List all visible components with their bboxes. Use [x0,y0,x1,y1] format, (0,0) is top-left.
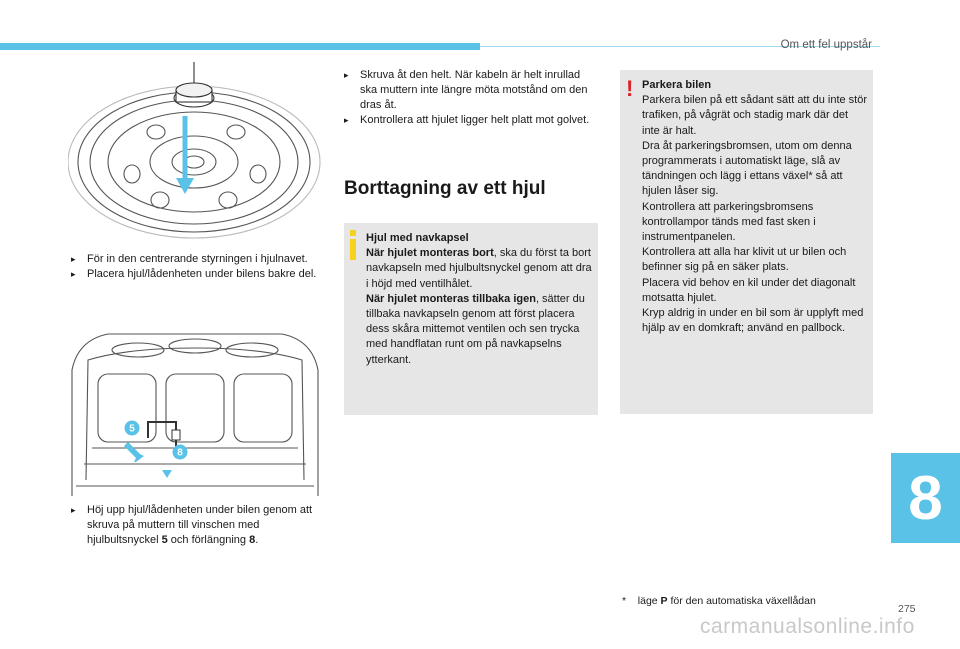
section-title: Borttagning av ett hjul [344,178,546,199]
trunk-illustration [68,330,322,498]
bullet-marker-icon: ▸ [344,70,349,80]
info-box-paragraph-1: När hjulet monteras bort, ska du först ta bort navkapseln med hjulbultsnyckel genom att dra i höjd med ventilhålet. [366,247,592,290]
bullet-item: ▸ För in den centrerande styrningen i hjulnavet. [71,253,308,265]
header-accent-bar [0,43,480,50]
warning-icon: ! [626,76,634,101]
warning-line: Placera vid behov en kil under det diagonalt motsatta hjulet. [642,276,856,304]
bullet-item: ▸ Skruva åt den helt. När kabeln är helt inrullad ska muttern inte längre möta motstånd om den dras åt. [344,69,588,111]
bullet-marker-icon: ▸ [344,115,349,125]
page-number: 275 [898,603,916,615]
info-box-text [366,231,592,368]
info-box-heading: Hjul med navkapsel [366,232,469,244]
callout-8: 8 [177,447,183,459]
warning-line: Parkera bilen på ett sådant sätt att du inte stör trafiken, på vågrät och stadig mark där det inte är halt. [642,94,868,137]
page-header-title: Om ett fel uppstår [780,39,872,51]
warning-line: Dra åt parkeringsbromsen, utom om denna programmerats i automatiskt läge, slå av tändningen och lägg i ettans växel* så att hjulen låser sig. [642,139,852,198]
bullet-marker-icon: ▸ [71,254,76,264]
bullet-marker-icon: ▸ [71,505,76,515]
bullet-item: ▸ Placera hjul/lådenheten under bilens bakre del. [71,268,317,280]
bullet-item: ▸ Kontrollera att hjulet ligger helt platt mot golvet. [344,114,590,126]
bullet-item: ▸ Höj upp hjul/lådenheten under bilen genom att skruva på muttern till vinschen med hjulbultsnyckel 5 och förlängning 8. [71,504,313,546]
callout-5: 5 [129,423,135,435]
warning-box-heading: Parkera bilen [642,79,712,91]
info-box-paragraph-2: När hjulet monteras tillbaka igen, sätter du tillbaka navkapseln genom att först placera dess skåra mittemot ventilen och sen trycka med handflatan runt om på navkapselns ytterkant. [366,292,585,366]
spare-wheel-drawing [68,62,326,246]
warning-line: Kryp aldrig in under en bil som är upplyft med hjälp av en domkraft; använd en pallbock. [642,307,864,335]
warning-box-text [642,78,868,336]
chapter-tab: 8 [891,453,960,543]
warning-line: Kontrollera att alla har klivit ut ur bilen och befinner sig på en säker plats. [642,246,847,274]
bullet-list-3 [344,68,590,128]
spare-wheel-illustration [68,62,326,246]
bullet-list-2 [71,503,323,548]
watermark: carmanualsonline.info [700,615,915,638]
warning-line: Kontrollera att parkeringsbromsens kontrollampor tänds med fast sken i instrumentpanelen. [642,200,816,244]
bullet-marker-icon: ▸ [71,269,76,279]
info-icon [350,230,356,260]
footnote: * läge P för den automatiska växellådan [622,595,816,607]
bullet-list-1 [71,252,321,282]
